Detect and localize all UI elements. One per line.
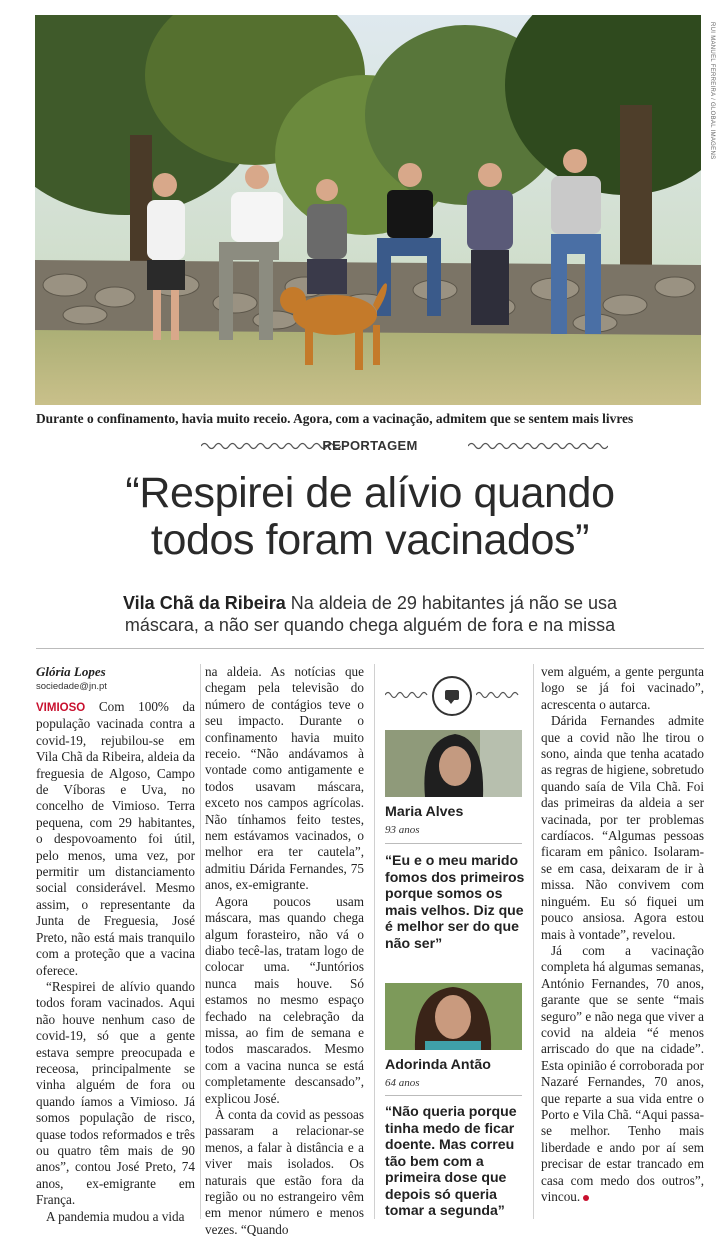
paragraph: vem alguém, a gente pergunta logo se já foi vacinado”, acrescenta o autarca.: [541, 664, 704, 712]
article-column-2: [205, 664, 364, 1238]
headline-line-1: “Respirei de alívio quando: [125, 469, 615, 517]
villagers-photo-illustration: [35, 15, 701, 405]
person-age: 93 anos: [385, 824, 420, 836]
divider: [385, 843, 522, 844]
divider: [385, 1095, 522, 1096]
article-column-1: [36, 699, 195, 1225]
dateline: VIMIOSO: [36, 702, 86, 714]
lead-paragraph: [36, 592, 704, 636]
person-name: Adorinda Antão: [385, 1057, 491, 1073]
paragraph: Dárida Fernandes admite que a covid não lhe tirou o sono, ainda que tenha acatado as regras de higiene, sobretudo quando saía de Vila Chã. Foi das primeiras da aldeia a ser vacinada, por ter problemas cardíacos. “Algumas pessoas ficaram em pânico. Isolaram-se em casa, deixaram de ir à missa. Não convivem com ninguém. Eu só fiquei um pouco ansiosa. Agora estou mais à vontade”, revelou.: [541, 713, 704, 942]
section-kicker: [36, 438, 704, 456]
paragraph: VIMIOSO Com 100% da população vacinada contra a covid-19, rejubilou-se em Vila Chã da Ribeira, aldeia da freguesia de Algoso, Campo de Víboras e Uva, no concelho de Vimioso. Terra pequena, com 29 habitantes, o despovoamento foi útil, pelo menos, uma vez, por permitir um distanciamento social considerável. Mesmo assim, o representante da Junta de Freguesia, José Preto, não está mais tranquilo com a proteção que a vacina oferece.: [36, 699, 195, 978]
speech-bubble-icon: [432, 676, 472, 716]
lead-place: Vila Chã da Ribeira: [123, 593, 286, 613]
paragraph: “Respirei de alívio quando todos foram vacinados. Aqui não houve nenhum caso de covid-19, só que a gente estava sempre preocupada e receosa, principalmente se vinha alguém de fora ou quando íamos a Vimioso. Já somos população de risco, quase todos reformados e três ou quatro têm mais de 90 anos”, contou José Preto, 74 anos, ex-emigrante em França.: [36, 978, 195, 1208]
paragraph: na aldeia. As notícias que chegam pela televisão do número de contágios teve o seu impacto. Durante o confinamento havia muito receio. “Não andávamos à vontade como antigamente e todos usavam máscara, exceto nos campos agrícolas. Não tínhamos feito testes, nem estávamos vacinados, o melhor era ter cautela”, admitiu Dárida Fernandes, 75 anos, ex-emigrante.: [205, 664, 364, 893]
column-divider: [374, 664, 375, 1219]
article-column-4: [541, 664, 704, 1205]
headline-line-2: todos foram vacinados”: [150, 516, 590, 564]
photo-caption: Durante o confinamento, havia muito receio. Agora, com a vacinação, admitem que se sentem mais livres: [36, 411, 634, 426]
group-photo: [35, 15, 701, 405]
person-age: 64 anos: [385, 1077, 420, 1089]
testimony-quote: “Não queria porque tinha medo de ficar doente. Mas correu tão bem com a primeira dose que depois só queria tomar a segunda”: [385, 1103, 517, 1218]
person-name: Maria Alves: [385, 804, 464, 820]
lead-line-2: máscara, a não ser quando chega alguém de fora e na missa: [124, 615, 616, 635]
wave-ornament-right-icon: [468, 441, 608, 451]
paragraph: Agora poucos usam máscara, mas quando chega algum forasteiro, não vá o diabo tecê-las, tratam logo de colocar uma. “Juntórios nunca mais houve. Só estamos no mesmo espaço fechado na celebração da missa, ao fim de semana e todos mascarados. Mesmo com a vacina nunca se está completamente descansado”, explicou José.: [205, 893, 364, 1106]
lead-line-1: Na aldeia de 29 habitantes já não se usa: [290, 593, 617, 613]
testimony-quote: “Eu e o meu marido fomos dos primeiros porque somos os mais velhos. Diz que é melhor ser do que não ser”: [385, 852, 525, 951]
column-divider: [533, 664, 534, 1219]
kicker-label: REPORTAGEM: [322, 438, 418, 453]
wave-ornament-icon: [385, 690, 429, 700]
paragraph: A pandemia mudou a vida: [46, 1208, 185, 1224]
photo-credit: RUI MANUEL FERREIRA / GLOBAL IMAGENS: [709, 22, 715, 160]
author-email: sociedade@jn.pt: [36, 681, 107, 692]
portrait-maria-alves: [385, 730, 522, 797]
headline: [30, 470, 710, 564]
end-of-article-icon: [583, 1195, 589, 1201]
paragraph: Já com a vacinação completa há algumas semanas, António Fernandes, 70 anos, garante que se sente “mais seguro” e não nega que viver a covid na aldeia “é menos arriscado do que na cidade”. Esta opinião é corroborada por Nazaré Fernandes, 70 anos, que reparte a sua vida entre o Porto e Vila Chã. “Aqui passa-se melhor. Tenho mais liberdade e ando por aí sem precisar de estar trancado em casa com medo dos outros”, vincou.: [541, 942, 704, 1204]
section-divider: [36, 648, 704, 649]
column-divider: [200, 664, 201, 1219]
author-name: Glória Lopes: [36, 664, 106, 679]
portrait-adorinda-antao: [385, 983, 522, 1050]
wave-ornament-icon: [476, 690, 520, 700]
paragraph: À conta da covid as pessoas passaram a relacionar-se menos, a falar à distância e a viver mais isolados. Os naturais que estão fora da região ou no estrangeiro vêm em menor número e menos vezes. “Quando: [205, 1106, 364, 1237]
